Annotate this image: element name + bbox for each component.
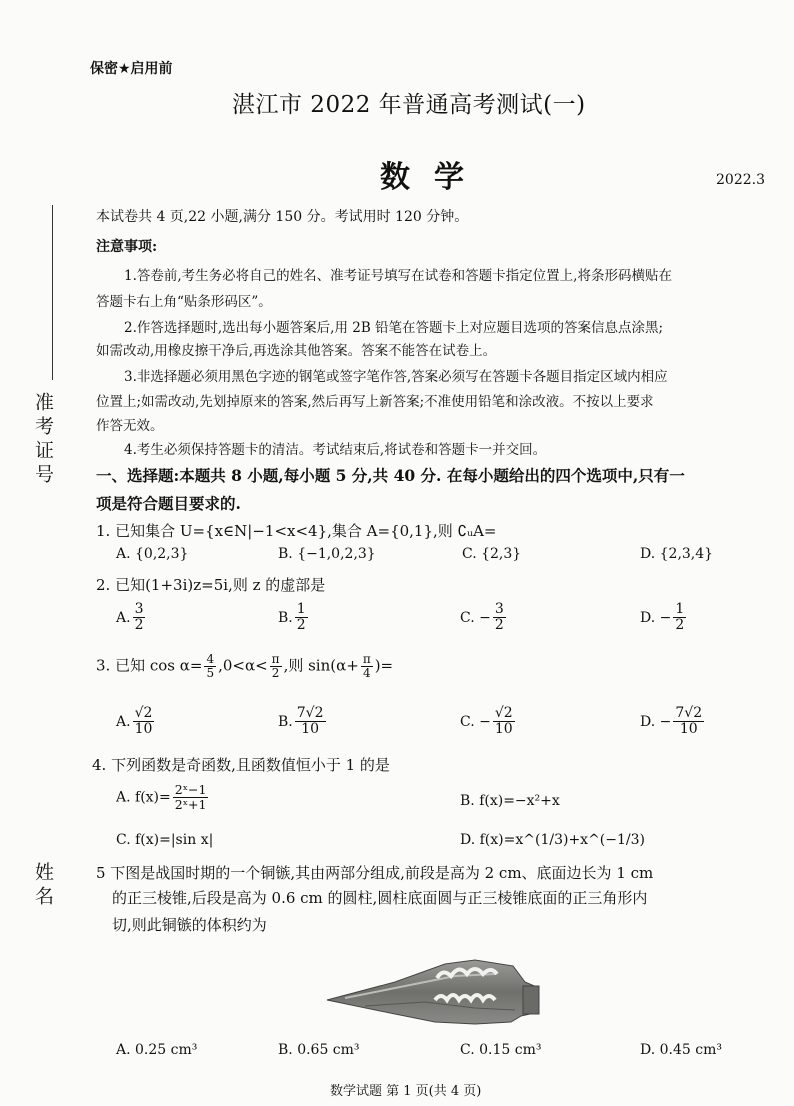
q1-option-d: D. {2,3,4}	[640, 546, 714, 562]
q5-stem-line-2: 的正三棱锥,后段是高为 0.6 cm 的圆柱,圆柱底面圆与正三棱锥底面的正三角形内	[112, 889, 648, 907]
exam-id-label: 准考证号	[32, 392, 54, 488]
q4-option-a	[116, 783, 210, 812]
q2-option-d	[640, 602, 688, 634]
q2-b-denominator: 2	[296, 617, 306, 634]
exam-date: 2022.3	[716, 172, 765, 188]
q2-b-numerator: 1	[296, 601, 306, 617]
q3-b-numerator: 7√2	[296, 705, 324, 721]
q3-option-c	[460, 706, 517, 738]
q4-option-d: D. f(x)=x^(1/3)+x^(−1/3)	[460, 832, 645, 848]
q3-c-denominator: 10	[494, 721, 513, 738]
q4-stem: 4. 下列函数是奇函数,且函数值恒小于 1 的是	[92, 756, 390, 774]
q2-c-denominator: 2	[494, 617, 504, 634]
q3-d-numerator: 7√2	[675, 705, 703, 721]
q5-stem-line-1: 5 下图是战国时期的一个铜镞,其由两部分组成,前段是高为 2 cm、底面边长为 1 cm	[96, 864, 654, 882]
q2-option-b	[278, 602, 310, 634]
q1-option-b: B. {−1,0,2,3}	[278, 546, 376, 562]
q4-option-b: B. f(x)=−x²+x	[460, 793, 560, 809]
notice-item-3-line-1: 3.非选择题必须用黑色字迹的钢笔或签字笔作答,答案必须写在答题卡各题目指定区域内相应	[124, 369, 668, 385]
q3-option-b	[278, 706, 328, 738]
q5-stem-line-3: 切,则此铜镞的体积约为	[112, 916, 267, 934]
confidential-mark: 保密★启用前	[90, 61, 173, 77]
notice-item-3-line-2: 位置上;如需改动,先划掉原来的答案,然后再写上新答案;不准使用铅笔和涂改液。不按以上要求	[96, 394, 654, 410]
notice-item-2-line-1: 2.作答选择题时,选出每小题答案后,用 2B 铅笔在答题卡上对应题目选项的答案信息点涂黑;	[124, 320, 664, 336]
q2-option-a	[116, 602, 147, 634]
exam-id-line	[52, 205, 53, 380]
q3-c-numerator: √2	[494, 705, 513, 721]
notice-item-2-line-2: 如需改动,用橡皮擦干净后,再选涂其他答案。答案不能答在试卷上。	[96, 343, 497, 359]
q3-cos-numerator: 4	[206, 652, 215, 666]
section-1-heading-line-2: 项是符合题目要求的.	[96, 494, 241, 513]
q3-stem-mid-2: ,则 sin(α+	[283, 656, 359, 675]
q3-stem-mid: ,0<α<	[218, 656, 268, 675]
arrowhead-photo	[325, 952, 545, 1034]
q2-option-c-label: C. −	[460, 609, 491, 626]
q3-range-denominator: 2	[271, 666, 280, 681]
q3-option-a	[116, 706, 156, 738]
intro-text: 本试卷共 4 页,22 小题,满分 150 分。考试用时 120 分钟。	[96, 209, 469, 225]
q2-option-a-label: A.	[116, 609, 131, 626]
page-footer: 数学试题 第 1 页(共 4 页)	[330, 1084, 482, 1099]
q3-stem-end: )=	[374, 656, 394, 675]
q2-c-numerator: 3	[494, 601, 504, 617]
notice-heading: 注意事项:	[96, 239, 158, 255]
q3-a-denominator: 10	[134, 721, 153, 738]
subject-title: 数学	[380, 160, 488, 195]
q2-d-denominator: 2	[675, 617, 685, 634]
notice-item-1-line-1: 1.答卷前,考生务必将自己的姓名、准考证号填写在试卷和答题卡指定位置上,将条形码横贴在	[124, 268, 672, 284]
q3-a-numerator: √2	[134, 705, 153, 721]
q2-d-numerator: 1	[675, 601, 685, 617]
q3-cos-denominator: 5	[206, 666, 215, 681]
q3-option-b-label: B.	[278, 713, 293, 730]
q4-a-denominator: 2ˣ+1	[174, 796, 207, 812]
q3-arg-denominator: 4	[362, 666, 371, 681]
q1-stem: 1. 已知集合 U={x∈N|−1<x<4},集合 A={0,1},则 ∁ᵤA=	[96, 522, 497, 540]
q3-option-d	[640, 706, 706, 738]
q2-option-c	[460, 602, 508, 634]
q5-option-a: A. 0.25 cm³	[116, 1042, 198, 1058]
q3-option-c-label: C. −	[460, 713, 491, 730]
q1-option-c: C. {2,3}	[462, 546, 522, 562]
q3-option-a-label: A.	[116, 713, 131, 730]
q3-arg-numerator: π	[362, 652, 371, 666]
exam-title: 湛江市 2022 年普通高考测试(一)	[232, 92, 586, 118]
q2-a-denominator: 2	[134, 617, 144, 634]
q2-option-b-label: B.	[278, 609, 293, 626]
q4-option-c: C. f(x)=|sin x|	[116, 832, 214, 848]
notice-item-3-line-3: 作答无效。	[96, 418, 164, 434]
q3-b-denominator: 10	[301, 721, 320, 738]
q5-option-d: D. 0.45 cm³	[640, 1042, 722, 1058]
q3-stem-pre: 3. 已知 cos α=	[96, 656, 203, 675]
q1-option-a: A. {0,2,3}	[116, 546, 189, 562]
q2-option-d-label: D. −	[640, 609, 672, 626]
notice-item-4: 4.考生必须保持答题卡的清洁。考试结束后,将试卷和答题卡一并交回。	[124, 442, 547, 458]
q3-range-numerator: π	[271, 652, 280, 666]
q4-a-numerator: 2ˣ−1	[174, 782, 207, 797]
q2-stem: 2. 已知(1+3i)z=5i,则 z 的虚部是	[96, 576, 326, 594]
notice-item-1-line-2: 答题卡右上角“贴条形码区”。	[96, 294, 272, 310]
q5-option-c: C. 0.15 cm³	[460, 1042, 542, 1058]
section-1-heading-line-1: 一、选择题:本题共 8 小题,每小题 5 分,共 40 分. 在每小题给出的四个选项中,只有一	[96, 466, 685, 485]
q5-option-b: B. 0.65 cm³	[278, 1042, 360, 1058]
q3-stem	[96, 653, 393, 680]
q3-option-d-label: D. −	[640, 713, 672, 730]
q3-d-denominator: 10	[679, 721, 698, 738]
q4-option-a-label: A. f(x)=	[116, 789, 171, 806]
q2-a-numerator: 3	[134, 601, 144, 617]
name-label: 姓名	[32, 862, 54, 910]
